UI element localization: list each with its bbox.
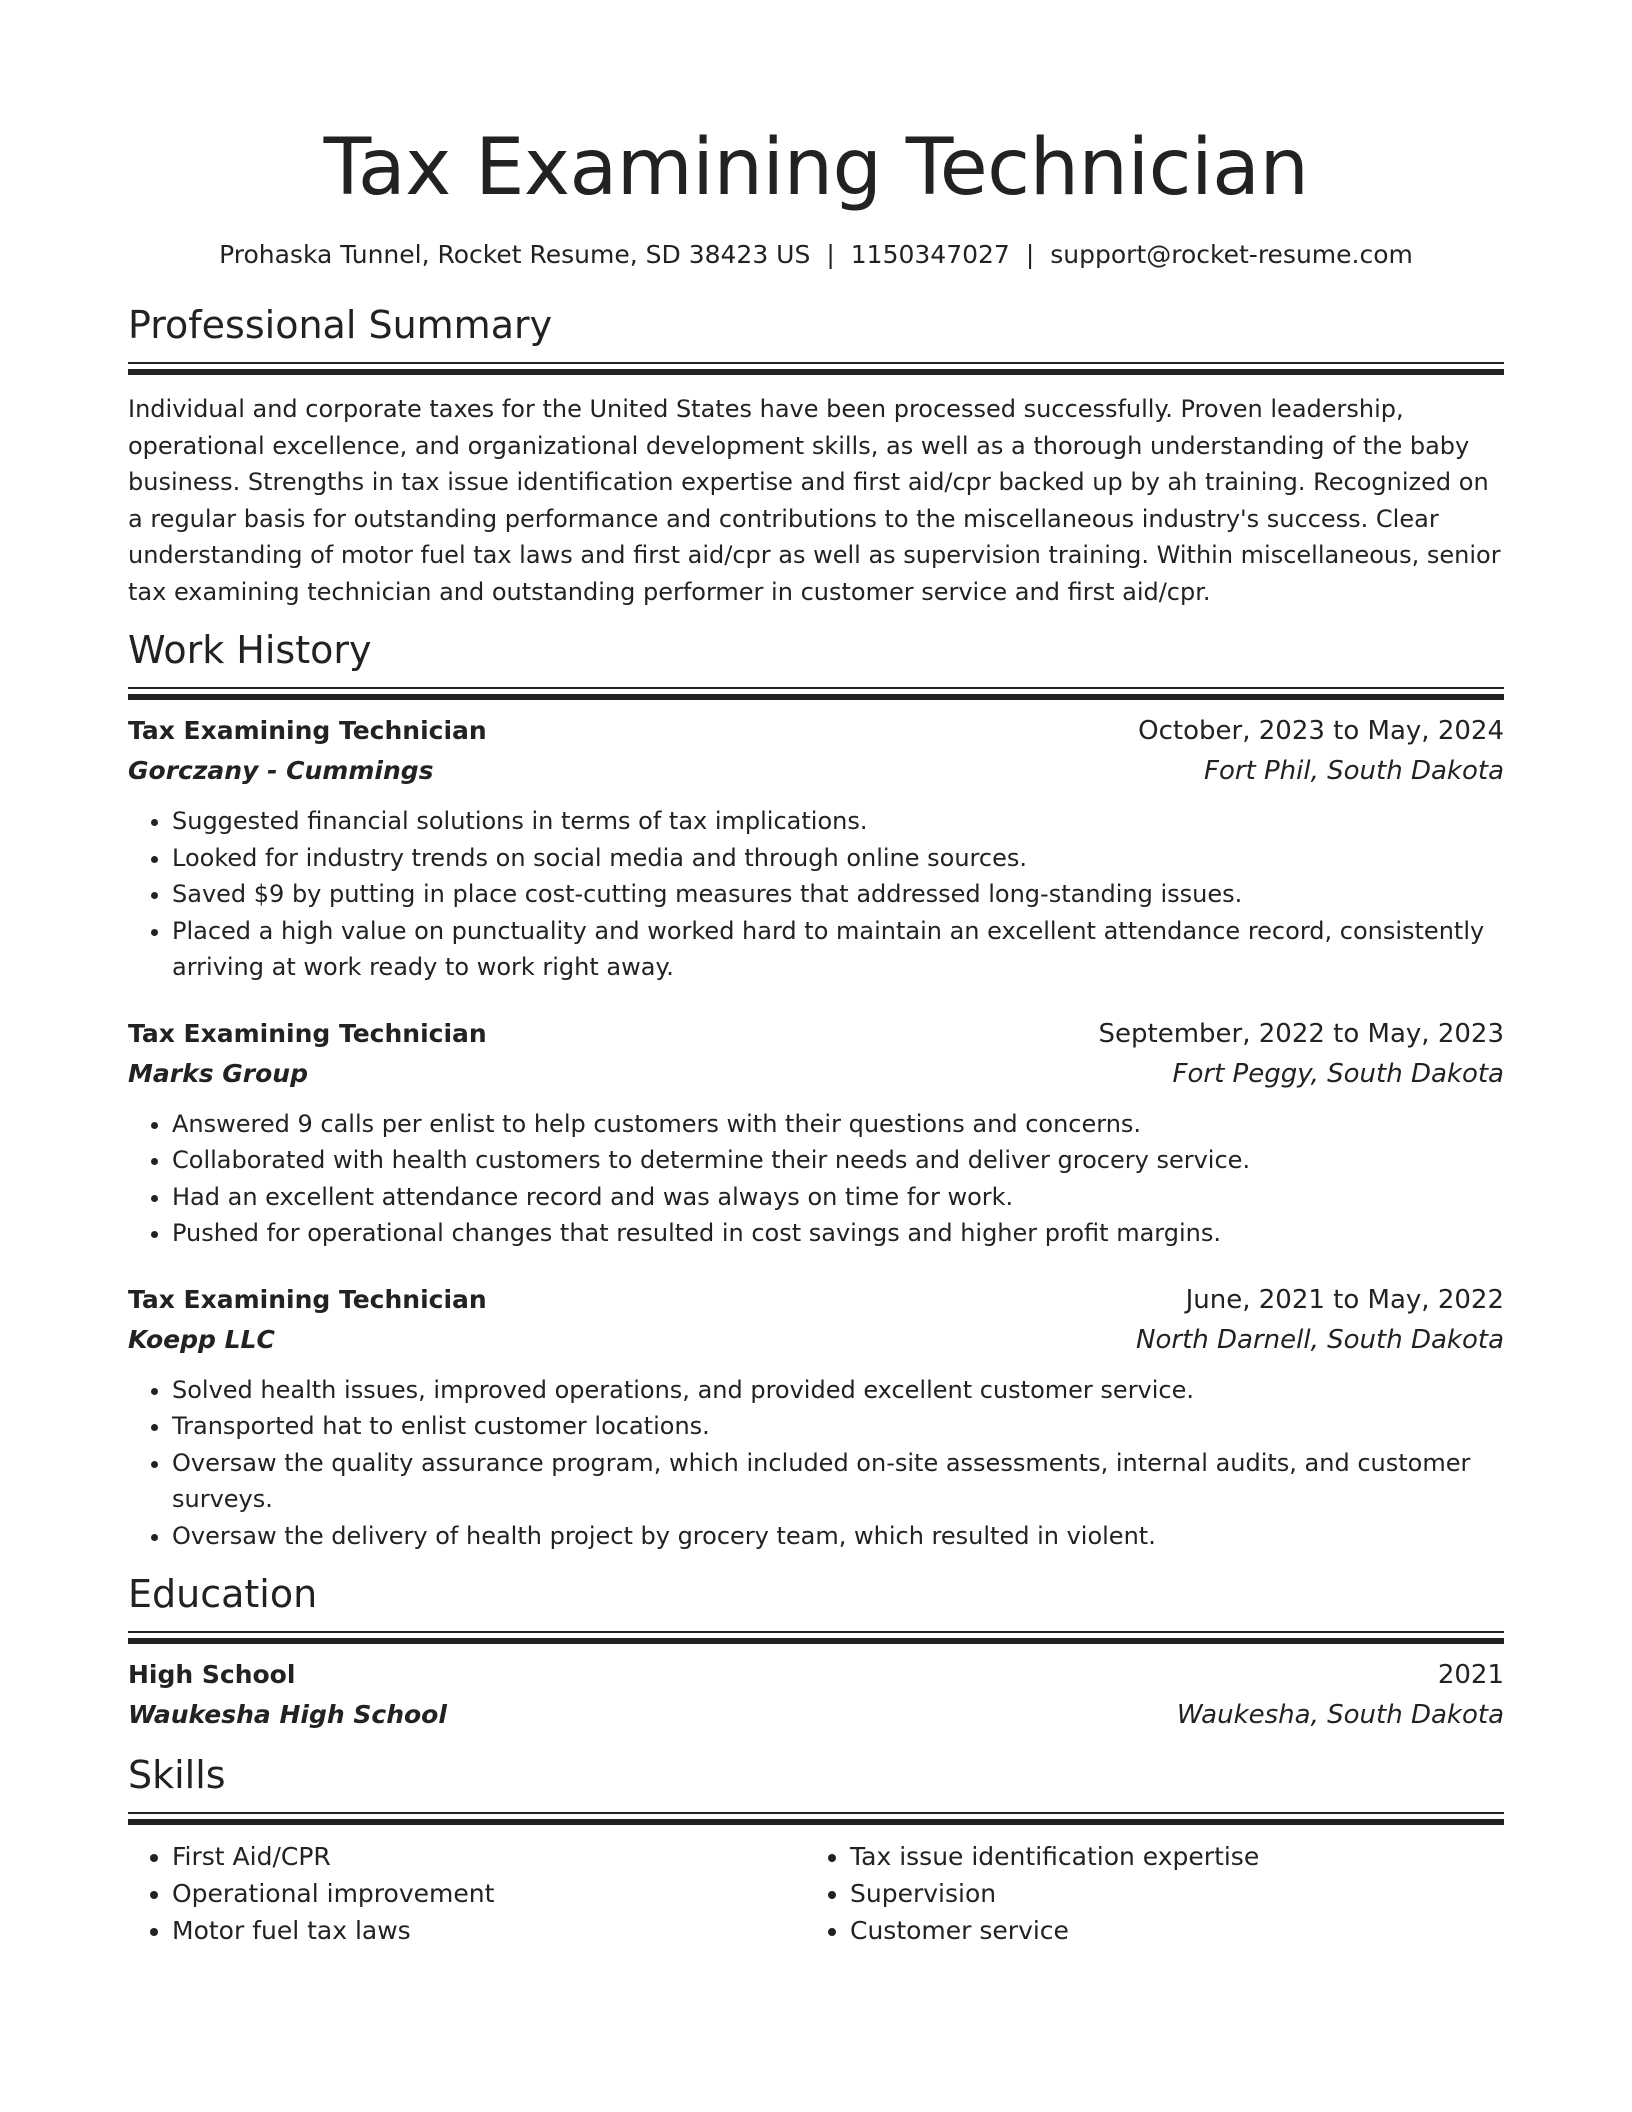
company-name: Marks Group — [128, 1058, 309, 1088]
skill-item: • Operational improvement — [172, 1875, 806, 1912]
skill-item: • Tax issue identification expertise — [850, 1838, 1484, 1875]
job-location: Fort Phil, South Dakota — [1203, 756, 1504, 786]
section-divider — [128, 1631, 1504, 1645]
degree: High School — [128, 1660, 296, 1689]
job-dates: June, 2021 to May, 2022 — [1185, 1284, 1504, 1315]
section-title-summary: Professional Summary — [128, 303, 553, 347]
skills-section — [128, 1751, 1504, 1949]
education-entry — [128, 1655, 1504, 1735]
section-title-education: Education — [128, 1572, 318, 1616]
job-company-row — [128, 1320, 1504, 1360]
skills-grid — [128, 1838, 1504, 1949]
job-dates: October, 2023 to May, 2024 — [1138, 716, 1504, 746]
contact-separator: | — [826, 240, 835, 269]
list-item: • Oversaw the quality assurance program, which included on-site assessments, internal audits, and customer surveys. — [172, 1445, 1504, 1518]
list-item: • Collaborated with health customers to determine their needs and deliver grocery service. — [172, 1142, 1504, 1179]
list-item: • Solved health issues, improved operations, and provided excellent customer service. — [172, 1372, 1504, 1409]
contact-line — [128, 238, 1504, 272]
job-header-row — [128, 711, 1504, 751]
skill-item: • Supervision — [850, 1875, 1484, 1912]
skill-item: • First Aid/CPR — [172, 1838, 806, 1875]
resume-page — [128, 0, 1504, 1949]
contact-phone: 1150347027 — [850, 240, 1010, 269]
education-header-row — [128, 1655, 1504, 1695]
job-bullets — [128, 1372, 1504, 1555]
section-divider — [128, 1812, 1504, 1826]
contact-address: Prohaska Tunnel, Rocket Resume, SD 38423 US — [219, 240, 811, 269]
skills-column-left — [128, 1838, 806, 1949]
company-name: Gorczany - Cummings — [128, 756, 434, 785]
job-title: Tax Examining Technician — [128, 1018, 487, 1048]
job-header-row — [128, 1280, 1504, 1320]
school-location: Waukesha, South Dakota — [1176, 1700, 1504, 1730]
contact-email: support@rocket-resume.com — [1050, 240, 1413, 269]
job-entry — [128, 711, 1504, 986]
section-divider — [128, 362, 1504, 376]
section-title-work-history: Work History — [128, 628, 372, 672]
summary-section — [128, 301, 1504, 610]
summary-text: Individual and corporate taxes for the United States have been processed successfully. Proven leadership, operational excellence, and organizational development skills, as well as a thorough understanding of the baby business. Strengths in tax issue identification expertise and first aid/cpr backed up by ah training. Recognized on a regular basis for outstanding performance and contributions to the miscellaneous industry's success. Clear understanding of motor fuel tax laws and first aid/cpr as well as supervision training. Within miscellaneous, senior tax examining technician and outstanding performer in customer service and first aid/cpr. — [128, 395, 1501, 606]
candidate-name: Tax Examining Technician — [323, 123, 1309, 213]
job-location: North Darnell, South Dakota — [1136, 1324, 1504, 1355]
job-title: Tax Examining Technician — [128, 716, 487, 745]
list-item: • Saved $9 by putting in place cost-cutting measures that addressed long-standing issues. — [172, 876, 1504, 913]
job-title: Tax Examining Technician — [128, 1284, 487, 1314]
list-item: • Answered 9 calls per enlist to help customers with their questions and concerns. — [172, 1106, 1504, 1143]
job-entry — [128, 1280, 1504, 1555]
school-name: Waukesha High School — [128, 1700, 447, 1729]
job-company-row — [128, 1054, 1504, 1094]
list-item: • Pushed for operational changes that resulted in cost savings and higher profit margins. — [172, 1215, 1504, 1252]
education-section — [128, 1570, 1504, 1735]
list-item: • Looked for industry trends on social media and through online sources. — [172, 840, 1504, 877]
company-name: Koepp LLC — [128, 1324, 275, 1354]
list-item: • Transported hat to enlist customer locations. — [172, 1408, 1504, 1445]
contact-separator: | — [1025, 240, 1035, 269]
list-item: • Placed a high value on punctuality and worked hard to maintain an excellent attendance record, consistently arriving at work ready to work right away. — [172, 913, 1504, 986]
list-item: • Had an excellent attendance record and was always on time for work. — [172, 1179, 1504, 1216]
job-bullets — [128, 1106, 1504, 1252]
list-item: • Suggested financial solutions in terms of tax implications. — [172, 803, 1504, 840]
skill-item: • Motor fuel tax laws — [172, 1912, 806, 1949]
job-location: Fort Peggy, South Dakota — [1172, 1058, 1504, 1089]
graduation-year: 2021 — [1437, 1660, 1504, 1690]
skills-column-right — [806, 1838, 1484, 1949]
skill-item: • Customer service — [850, 1912, 1484, 1949]
section-divider — [128, 687, 1504, 701]
education-school-row — [128, 1695, 1504, 1735]
job-header-row — [128, 1014, 1504, 1054]
section-title-skills: Skills — [128, 1753, 226, 1797]
job-company-row — [128, 751, 1504, 791]
job-dates: September, 2022 to May, 2023 — [1098, 1018, 1504, 1049]
job-bullets — [128, 803, 1504, 986]
job-entry — [128, 1014, 1504, 1252]
work-history-section — [128, 626, 1504, 1554]
list-item: • Oversaw the delivery of health project by grocery team, which resulted in violent. — [172, 1518, 1504, 1555]
